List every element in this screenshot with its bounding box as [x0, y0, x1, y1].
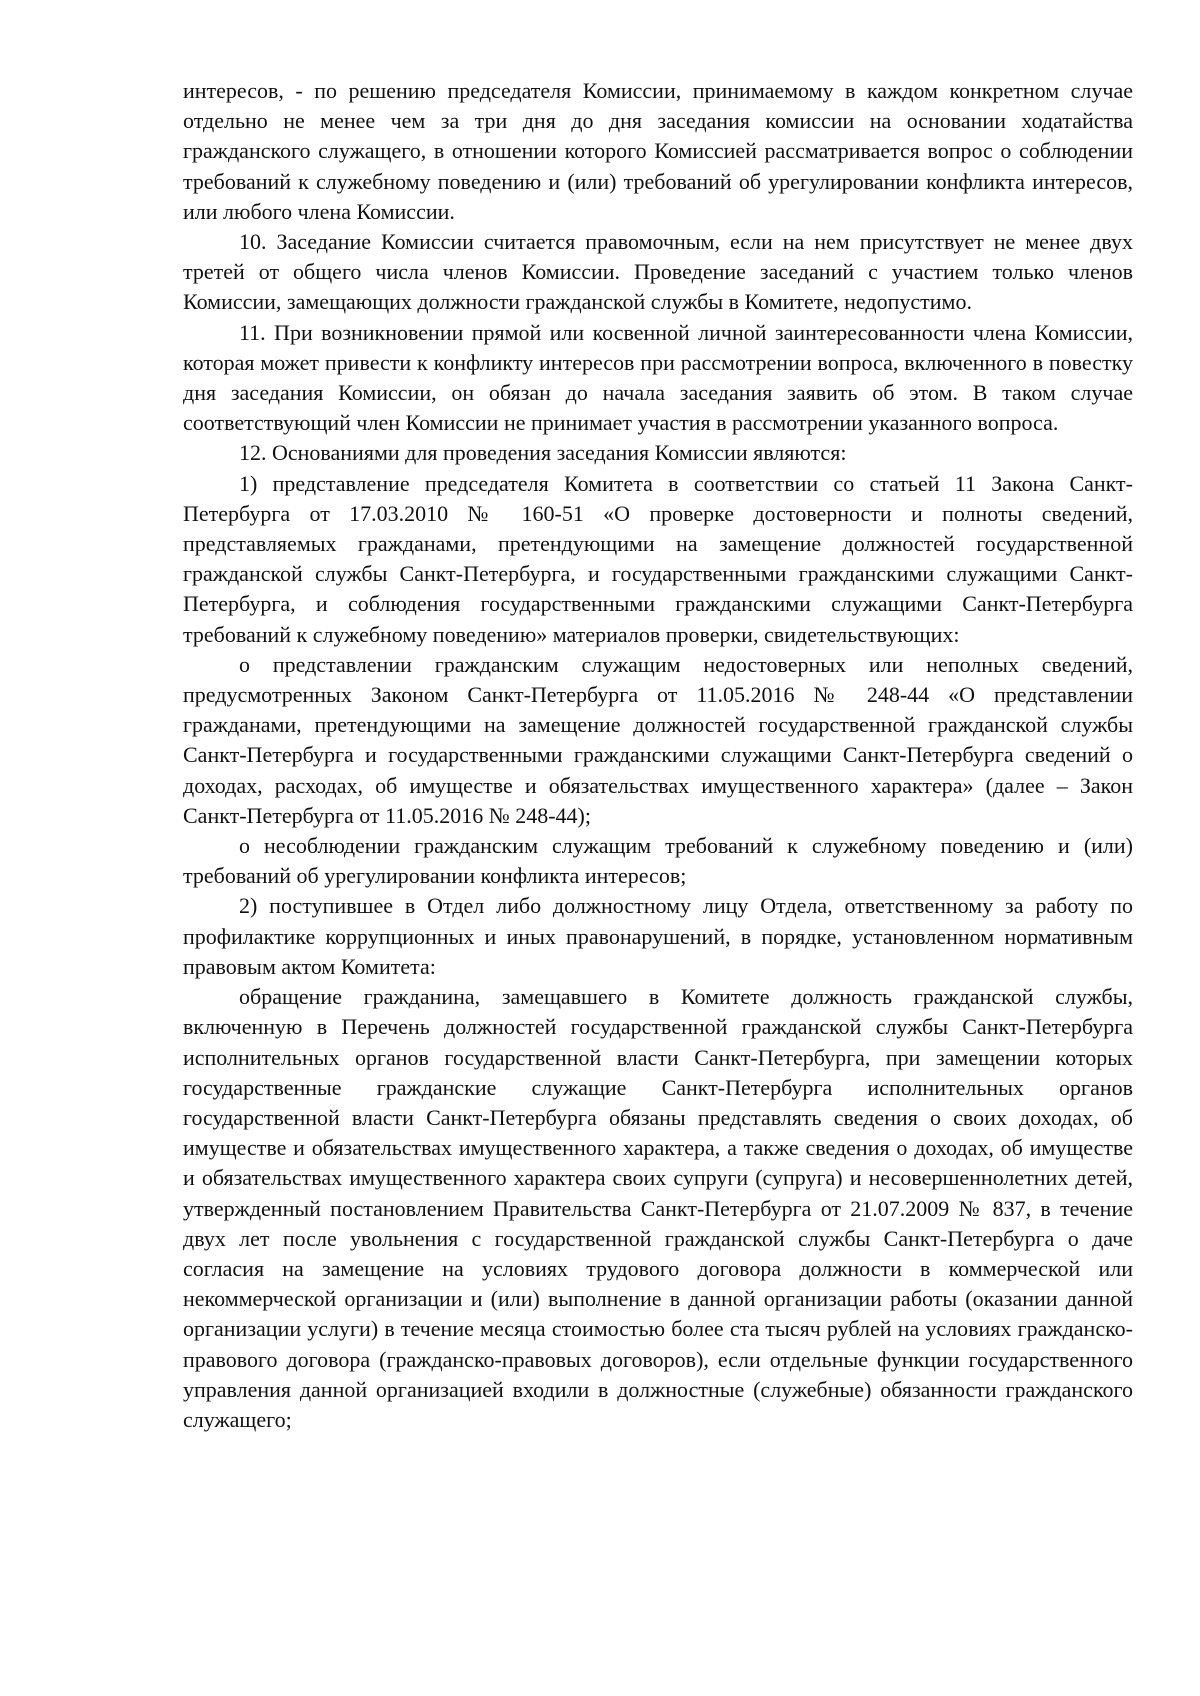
paragraph-item-10: 10. Заседание Комиссии считается правомочным, если на нем присутствует не менее двух третей от общего числа членов Комиссии. Проведение заседаний с участием только членов Комиссии, замещающих должности гражданской службы в Комитете, недопустимо.	[183, 229, 1133, 315]
paragraph-subitem-2: 2) поступившее в Отдел либо должностному лицу Отдела, ответственному за работу по профилактике коррупционных и иных правонарушений, в порядке, установленном нормативным правовым актом Комитета:	[183, 893, 1133, 979]
paragraph-subitem-2-a: обращение гражданина, замещавшего в Комитете должность гражданской службы, включенную в Перечень должностей государственной гражданской службы Санкт-Петербурга исполнительных органов государственной власти Санкт-Петербурга, при замещении которых государственные гражданские служащие Санкт-Петербурга исполнительных органов государственной власти Санкт-Петербурга обязаны представлять сведения о своих доходах, об имуществе и обязательствах имущественного характера, а также сведения о доходах, об имуществе и обязательствах имущественного характера своих супруги (супруга) и несовершеннолетних детей, утвержденный постановлением Правительства Санкт-Петербурга от 21.07.2009 № 837, в течение двух лет после увольнения с государственной гражданской службы Санкт-Петербурга о даче согласия на замещение на условиях трудового договора должности в коммерческой или некоммерческой организации и (или) выполнение в данной организации работы (оказании данной организации услуги) в течение месяца стоимостью более ста тысяч рублей на условиях гражданско-правового договора (гражданско-правовых договоров), если отдельные функции государственного управления данной организацией входили в должностные (служебные) обязанности гражданского служащего;	[183, 984, 1133, 1432]
paragraph-item-12: 12. Основаниями для проведения заседания Комиссии являются:	[239, 440, 847, 466]
document-page	[183, 76, 1133, 1435]
paragraph-subitem-1-b: о несоблюдении гражданским служащим требований к служебному поведению и (или) требований об урегулировании конфликта интересов;	[183, 833, 1133, 889]
paragraph-subitem-1: 1) представление председателя Комитета в соответствии со статьей 11 Закона Санкт-Петербурга от 17.03.2010 № 160-51 «О проверке достоверности и полноты сведений, представляемых гражданами, претендующими на замещение должностей государственной гражданской службы Санкт-Петербурга, и государственными гражданскими служащими Санкт-Петербурга, и соблюдения государственными гражданскими служащими Санкт-Петербурга требований к служебному поведению» материалов проверки, свидетельствующих:	[183, 470, 1133, 647]
paragraph-item-11: 11. При возникновении прямой или косвенной личной заинтересованности члена Комиссии, которая может привести к конфликту интересов при рассмотрении вопроса, включенного в повестку дня заседания Комиссии, он обязан до начала заседания заявить об этом. В таком случае соответствующий член Комиссии не принимает участия в рассмотрении указанного вопроса.	[183, 319, 1133, 436]
paragraph-continuation: интересов, - по решению председателя Комиссии, принимаемому в каждом конкретном случае отдельно не менее чем за три дня до дня заседания комиссии на основании ходатайства гражданского служащего, в отношении которого Комиссией рассматривается вопрос о соблюдении требований к служебному поведению и (или) требований об урегулировании конфликта интересов, или любого члена Комиссии.	[183, 78, 1133, 224]
paragraph-subitem-1-a: о представлении гражданским служащим недостоверных или неполных сведений, предусмотренных Законом Санкт-Петербурга от 11.05.2016 № 248-44 «О представлении гражданами, претендующими на замещение должностей государственной гражданской службы Санкт-Петербурга и государственными гражданскими служащими Санкт-Петербурга сведений о доходах, расходах, об имуществе и обязательствах имущественного характера» (далее – Закон Санкт-Петербурга от 11.05.2016 № 248-44);	[183, 651, 1133, 828]
